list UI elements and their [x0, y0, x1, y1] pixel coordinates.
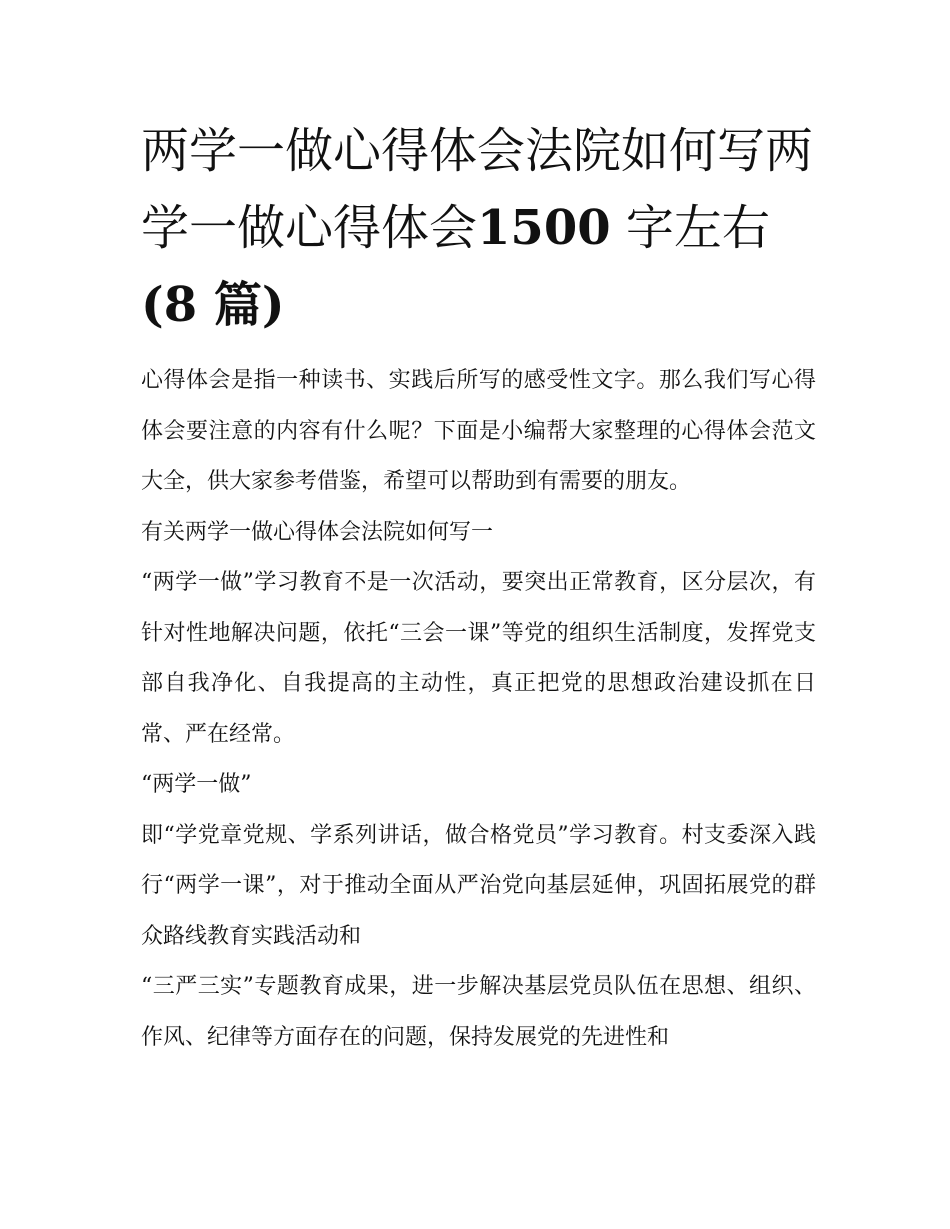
paragraph-quote-heading: “两学一做”	[141, 772, 252, 797]
paragraph-section-heading: 有关两学一做心得体会法院如何写一	[141, 519, 494, 545]
document-body	[141, 113, 816, 1063]
paragraph-body-2: 即“学党章党规、学系列讲话，做合格党员”学习教育。村支委深入践行“两学一课”，对于推动全面从严治党向基层延伸，巩固拓展党的群众路线教育实践活动和	[141, 822, 816, 949]
paragraph-intro: 心得体会是指一种读书、实践后所写的感受性文字。那么我们写心得体会要注意的内容有什么呢？下面是小编帮大家整理的心得体会范文大全，供大家参考借鉴，希望可以帮助到有需要的朋友。	[141, 368, 816, 494]
title-line3: (8 篇)	[141, 277, 285, 333]
title-text-part2: 字左右	[625, 200, 770, 256]
paragraph-body-3: “三严三实”专题教育成果，进一步解决基层党员队伍在思想、组织、作风、纪律等方面存在的问题，保持发展党的先进性和	[141, 974, 816, 1050]
title-text-part1: 两学一做心得体会法院如何写两学一做心得体会	[141, 123, 814, 256]
paragraph-body-1: “两学一做”学习教育不是一次活动，要突出正常教育，区分层次，有针对性地解决问题，依托“三会一课”等党的组织生活制度，发挥党支部自我净化、自我提高的主动性，真正把党的思想政治建设抓在日常、严在经常。	[141, 570, 816, 747]
title-number: 1500	[477, 200, 611, 256]
document-title	[141, 113, 816, 344]
